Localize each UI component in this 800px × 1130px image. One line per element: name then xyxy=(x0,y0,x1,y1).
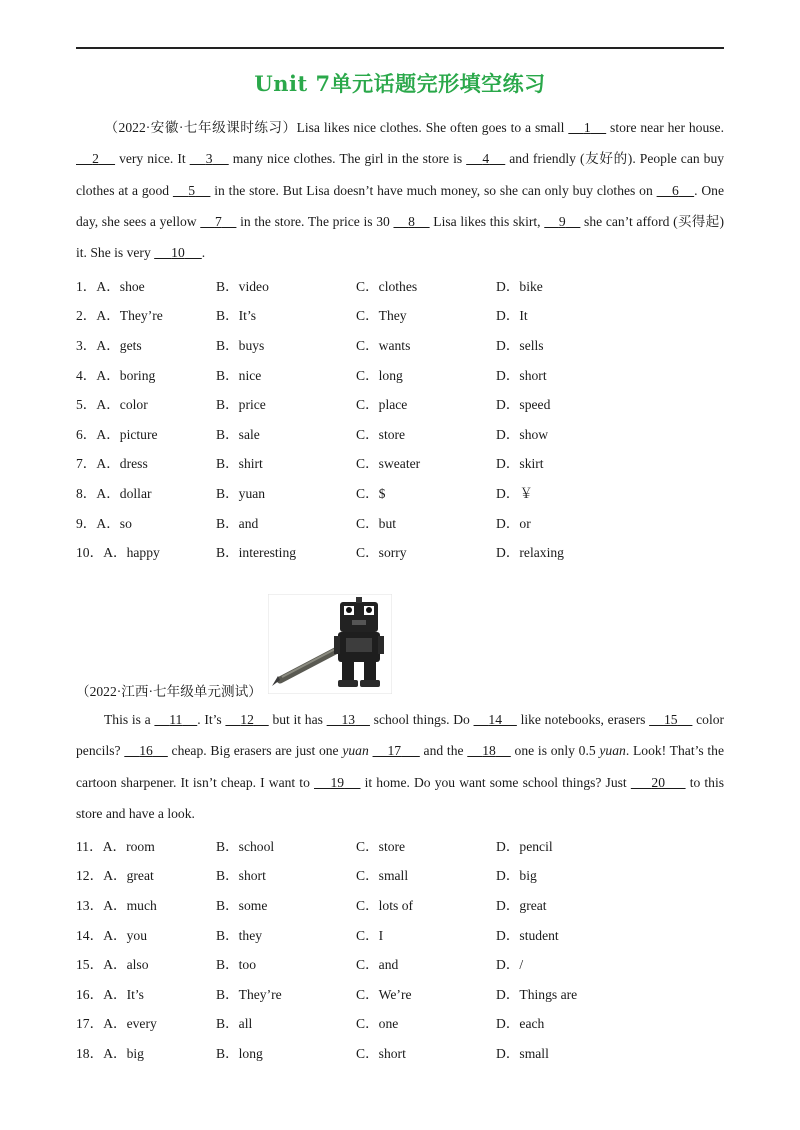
option-c[interactable]: C．store xyxy=(356,838,406,854)
option-c[interactable]: C．They xyxy=(356,308,407,324)
passage-2: This is a 11 . It’s 12 but it has 13 school things. Do 14 like notebooks, erasers 15 color pencils? 16 cheap. Big erasers are just one yuan 17 and the 18 one is only 0.5 yuan. Look! That’s the cartoon sharpener. It isn’t cheap. I want to 19 it home. Do you want some school things? Just 20 to this store and have a look. xyxy=(76,712,725,821)
option-a[interactable]: A．you xyxy=(103,927,147,943)
question-row: 7．A．dress B．shirt C．sweater D．skirt xyxy=(76,448,724,478)
option-a[interactable]: A．great xyxy=(103,868,154,884)
option-a[interactable]: A．boring xyxy=(96,367,156,383)
question-row: 1．A．shoe B．video C．clothes D．bike xyxy=(76,270,724,300)
option-a[interactable]: A．much xyxy=(103,897,157,913)
option-b[interactable]: B．too xyxy=(216,957,257,973)
option-d[interactable]: D．/ xyxy=(496,957,524,973)
question-row: 9．A．so B．and C．but D．or xyxy=(76,507,724,537)
option-d[interactable]: D．student xyxy=(496,927,559,943)
option-d[interactable]: D．bike xyxy=(496,278,543,294)
option-d[interactable]: D．big xyxy=(496,868,537,884)
blank-11[interactable]: 11 xyxy=(169,712,183,727)
option-b[interactable]: B．It’s xyxy=(216,308,257,324)
question-row: 18．A．big B．long C．short D．small xyxy=(76,1037,724,1067)
robot-pencil-image xyxy=(268,594,392,694)
option-a[interactable]: A．color xyxy=(96,397,148,413)
option-b[interactable]: B．sale xyxy=(216,426,260,442)
blank-3[interactable]: 3 xyxy=(205,151,213,167)
blank-6[interactable]: 6 xyxy=(671,182,679,198)
question-row: 8．A．dollar B．yuan C．$ D．￥ xyxy=(76,477,724,507)
option-b[interactable]: B．long xyxy=(216,1045,263,1061)
option-c[interactable]: C．place xyxy=(356,397,408,413)
blank-10[interactable]: 10 xyxy=(171,245,185,261)
option-d[interactable]: D．small xyxy=(496,1045,549,1061)
option-a[interactable]: A．They’re xyxy=(96,308,163,324)
option-b[interactable]: B．price xyxy=(216,397,266,413)
top-rule xyxy=(76,47,724,49)
option-d[interactable]: D．pencil xyxy=(496,838,553,854)
option-a[interactable]: A．dollar xyxy=(96,485,152,501)
option-d[interactable]: D．great xyxy=(496,897,547,913)
blank-16[interactable]: 16 xyxy=(139,743,153,759)
question-row: 14．A．you B．they C．I D．student xyxy=(76,919,724,949)
option-d[interactable]: D．relaxing xyxy=(496,545,564,561)
option-c[interactable]: C．small xyxy=(356,868,409,884)
option-b[interactable]: B．school xyxy=(216,838,275,854)
option-b[interactable]: B．short xyxy=(216,868,266,884)
option-b[interactable]: B．They’re xyxy=(216,986,282,1002)
option-a[interactable]: A．shoe xyxy=(96,278,145,294)
option-c[interactable]: C．one xyxy=(356,1016,399,1032)
blank-13[interactable]: 13 xyxy=(341,712,356,727)
option-d[interactable]: D．￥ xyxy=(496,485,534,501)
question-row: 6．A．picture B．sale C．store D．show xyxy=(76,418,724,448)
option-d[interactable]: D．short xyxy=(496,367,547,383)
option-d[interactable]: D．It xyxy=(496,308,528,324)
blank-19[interactable]: 19 xyxy=(330,774,345,790)
option-b[interactable]: B．interesting xyxy=(216,545,297,561)
page-title: Unit 7单元话题完形填空练习 xyxy=(254,71,546,96)
option-c[interactable]: C．I xyxy=(356,927,384,943)
option-a[interactable]: A．It’s xyxy=(103,986,144,1002)
option-c[interactable]: C．short xyxy=(356,1045,406,1061)
option-c[interactable]: C．sweater xyxy=(356,456,421,472)
question-row: 4．A．boring B．nice C．long D．short xyxy=(76,359,724,389)
option-c[interactable]: C．store xyxy=(356,426,406,442)
question-list-2 xyxy=(76,830,724,1067)
option-d[interactable]: D．Things are xyxy=(496,986,578,1002)
question-list-1 xyxy=(76,270,724,566)
option-b[interactable]: B．some xyxy=(216,897,268,913)
option-a[interactable]: A．picture xyxy=(96,426,158,442)
question-row: 12．A．great B．short C．small D．big xyxy=(76,860,724,890)
blank-12[interactable]: 12 xyxy=(240,712,254,727)
blank-8[interactable]: 8 xyxy=(408,213,415,229)
option-b[interactable]: B．all xyxy=(216,1016,253,1032)
option-c[interactable]: C．wants xyxy=(356,337,411,353)
question-row: 11．A．room B．school C．store D．pencil xyxy=(76,830,724,860)
blank-20[interactable]: 20 xyxy=(651,774,665,790)
blank-9[interactable]: 9 xyxy=(558,213,566,229)
option-c[interactable]: C．We’re xyxy=(356,986,412,1002)
option-b[interactable]: B．buys xyxy=(216,337,265,353)
option-c[interactable]: C．$ xyxy=(356,485,386,501)
option-b[interactable]: B．video xyxy=(216,278,269,294)
option-b[interactable]: B．yuan xyxy=(216,485,266,501)
blank-7[interactable]: 7 xyxy=(214,213,222,229)
option-b[interactable]: B．shirt xyxy=(216,456,263,472)
passage-1-source: （2022·安徽·七年级课时练习） xyxy=(104,120,297,135)
blank-5[interactable]: 5 xyxy=(188,182,196,198)
passage-1: （2022·安徽·七年级课时练习）Lisa likes nice clothes. She often goes to a small 1 store near her house. 2 very nice. It 3 many nice clothes. The girl in the store is 4 and friendly (友好的). People can buy clothes at a good 5 in the store. But Lisa doesn’t have much money, so she can only buy clothes on 6 . One day, she sees a yellow 7 in the store. The price is 30 8 Lisa likes this skirt, 9 she can’t afford (买得起) it. She is very 10 . xyxy=(76,120,725,261)
option-a[interactable]: A．dress xyxy=(96,456,148,472)
question-row: 17．A．every B．all C．one D．each xyxy=(76,1008,724,1038)
option-d[interactable]: D．show xyxy=(496,426,549,442)
option-d[interactable]: D．or xyxy=(496,515,531,531)
option-c[interactable]: C．sorry xyxy=(356,545,407,561)
option-c[interactable]: C．clothes xyxy=(356,278,418,294)
option-b[interactable]: B．and xyxy=(216,515,259,531)
question-row: 15．A．also B．too C．and D．/ xyxy=(76,948,724,978)
option-a[interactable]: A．so xyxy=(96,515,132,531)
question-row: 2．A．They’re B．It’s C．They D．It xyxy=(76,300,724,330)
option-c[interactable]: C．and xyxy=(356,957,399,973)
passage-2-source: （2022·江西·七年级单元测试） xyxy=(76,684,262,699)
question-row: 16．A．It’s B．They’re C．We’re D．Things are xyxy=(76,978,724,1008)
option-a[interactable]: A．room xyxy=(102,838,155,854)
blank-1[interactable]: 1 xyxy=(583,120,591,135)
blank-14[interactable]: 14 xyxy=(488,712,502,727)
blank-15[interactable]: 15 xyxy=(663,712,678,727)
blank-2[interactable]: 2 xyxy=(92,151,99,167)
question-row: 10．A．happy B．interesting C．sorry D．relaxing xyxy=(76,536,724,566)
option-d[interactable]: D．sells xyxy=(496,337,544,353)
option-d[interactable]: D．skirt xyxy=(496,456,544,472)
blank-17[interactable]: 17 xyxy=(387,743,402,759)
blank-4[interactable]: 4 xyxy=(482,151,490,167)
option-a[interactable]: A．also xyxy=(103,957,149,973)
question-row: 3．A．gets B．buys C．wants D．sells xyxy=(76,329,724,359)
option-a[interactable]: A．big xyxy=(103,1045,144,1061)
blank-18[interactable]: 18 xyxy=(482,743,496,759)
option-d[interactable]: D．speed xyxy=(496,397,551,413)
option-c[interactable]: C．long xyxy=(356,367,403,383)
option-a[interactable]: A．happy xyxy=(103,545,160,561)
option-a[interactable]: A．gets xyxy=(96,337,142,353)
option-c[interactable]: C．lots of xyxy=(356,897,414,913)
question-row: 5．A．color B．price C．place D．speed xyxy=(76,388,724,418)
option-d[interactable]: D．each xyxy=(496,1016,545,1032)
option-c[interactable]: C．but xyxy=(356,515,397,531)
option-a[interactable]: A．every xyxy=(103,1016,157,1032)
option-b[interactable]: B．nice xyxy=(216,367,262,383)
option-b[interactable]: B．they xyxy=(216,927,263,943)
question-row: 13．A．much B．some C．lots of D．great xyxy=(76,889,724,919)
